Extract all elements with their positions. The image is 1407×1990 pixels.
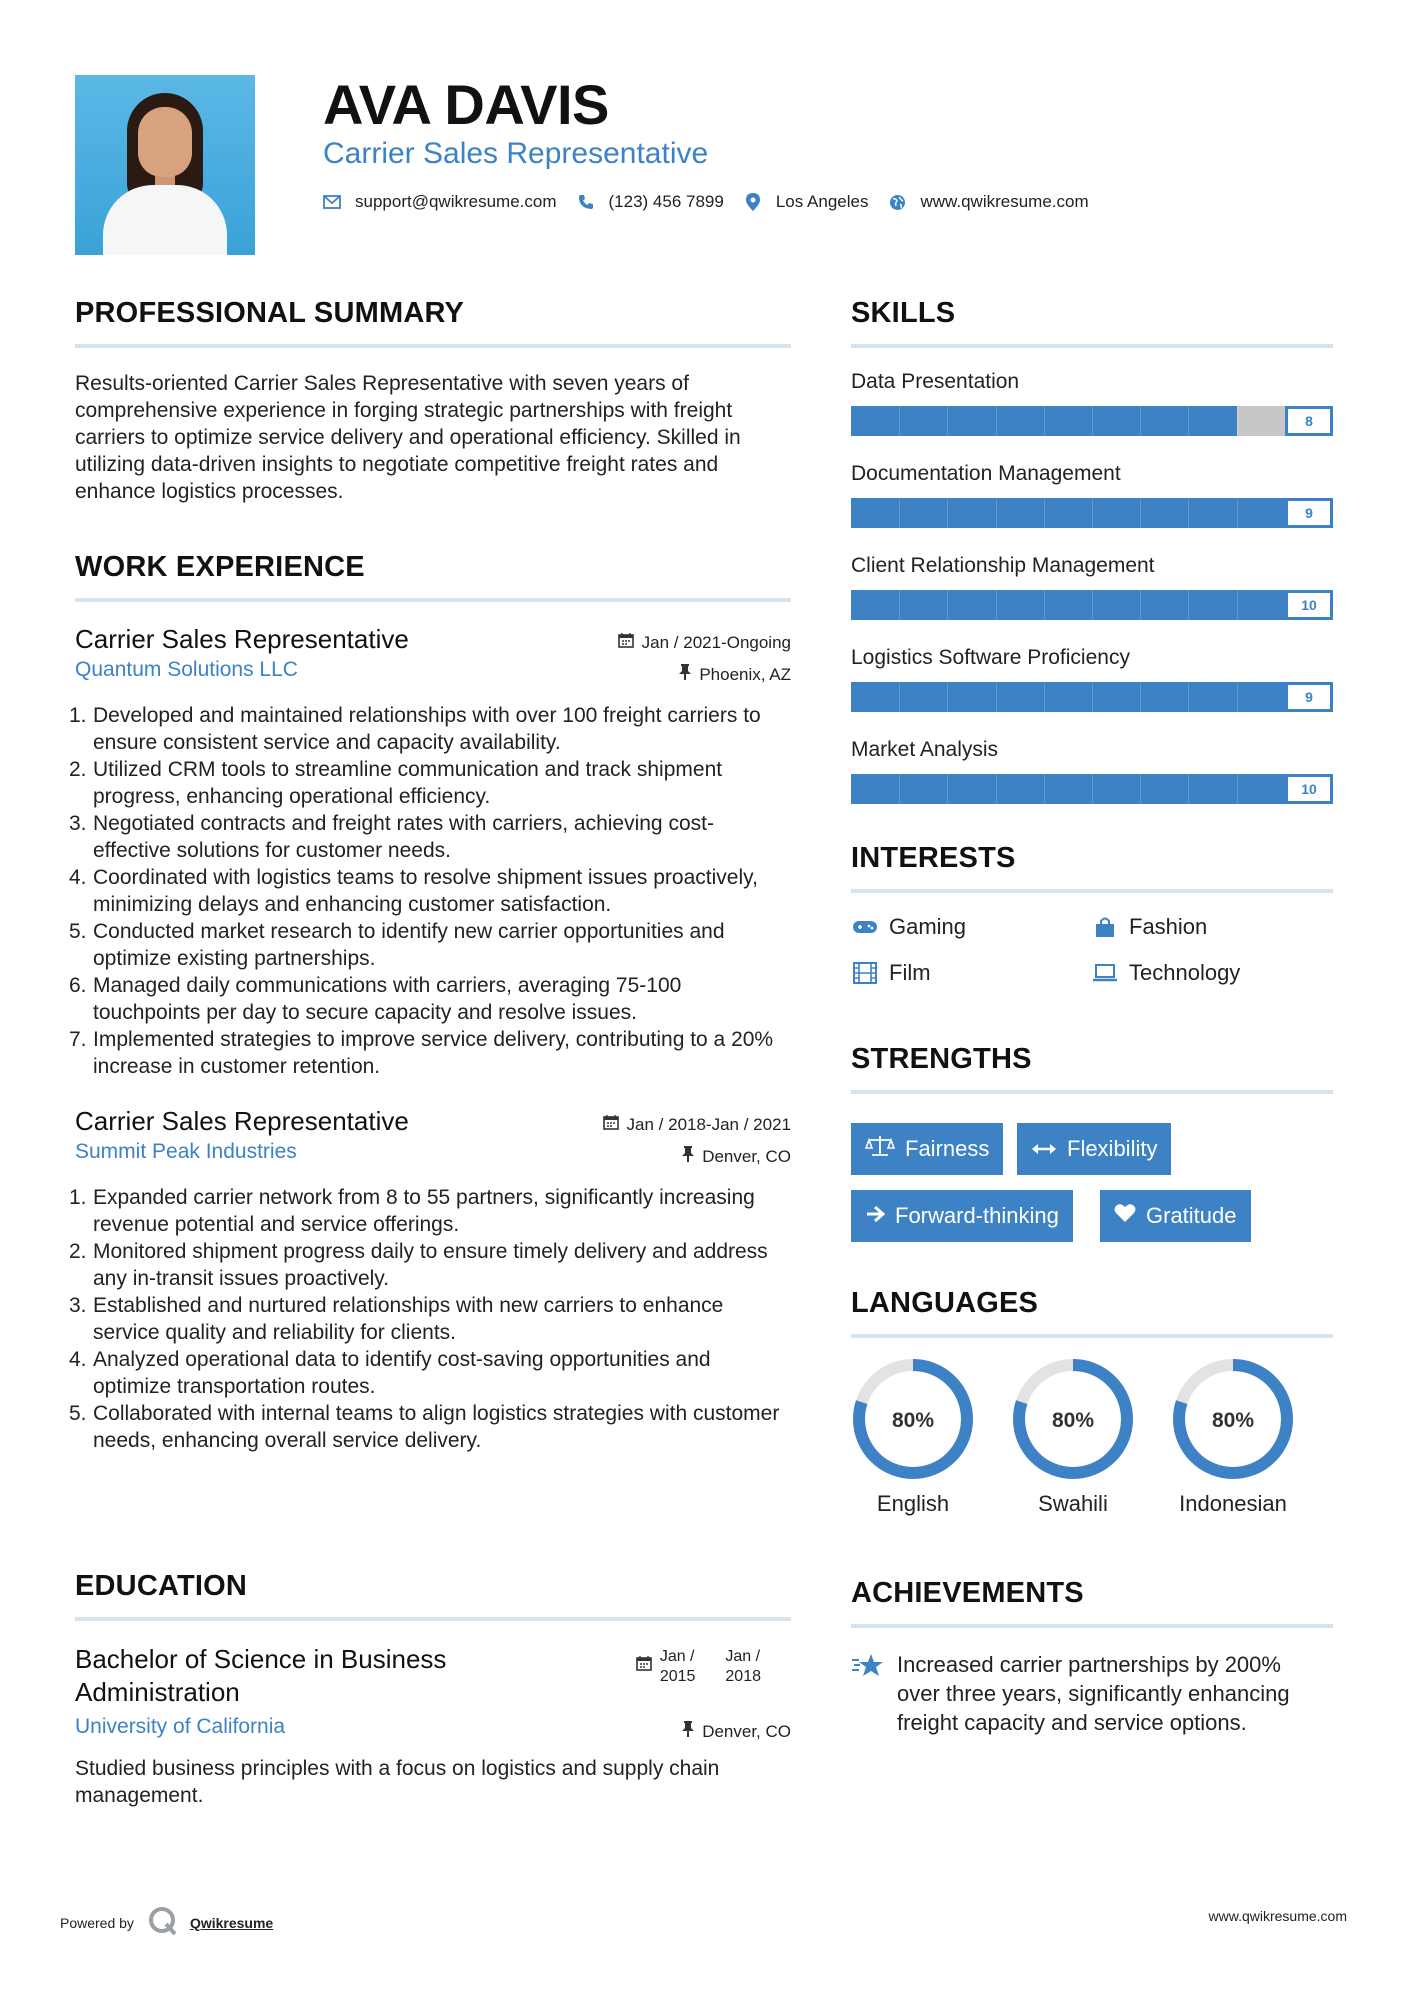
pushpin-icon [682,1146,694,1167]
section-divider [851,344,1333,348]
section-heading: ACHIEVEMENTS [851,1577,1084,1609]
skill-score: 10 [1285,590,1333,620]
contact-website[interactable]: www.qwikresume.com [920,192,1089,211]
job-bullets [69,702,791,1080]
list-item: 1. Expanded carrier network from 8 to 55 partners, significantly increasing revenue potential and service offerings. [69,1186,755,1236]
company-name: Quantum Solutions LLC [75,658,298,681]
skill-label: Logistics Software Proficiency [851,646,1130,669]
language-name: Indonesian [1179,1491,1287,1516]
section-heading: WORK EXPERIENCE [75,551,365,583]
skill-bar-fill [851,498,1285,528]
section-divider [75,1617,791,1621]
calendar-icon [636,1655,652,1687]
qwikresume-logo-icon [148,1906,178,1939]
calendar-icon [603,1114,619,1135]
job-entry [69,1106,791,1454]
list-item: 4. Coordinated with logistics teams to resolve shipment issues proactively, minimizing delays and enhancing customer satisfaction. [69,866,758,916]
skill-item [851,738,1333,804]
language-ring [1171,1357,1295,1481]
section-divider [851,1624,1333,1628]
language-item [1011,1357,1135,1517]
skill-label: Client Relationship Management [851,554,1155,577]
footer-branding [60,1906,273,1939]
edu-end-year: 2018 [725,1668,761,1685]
language-percent: 80% [1051,1409,1095,1432]
contact-bar [323,192,1109,212]
profile-photo [75,75,255,255]
skill-score: 9 [1285,498,1333,528]
heart-icon [1114,1203,1136,1229]
interests-section [851,842,1333,1012]
section-heading: LANGUAGES [851,1287,1039,1319]
strengths-section [851,1043,1333,1243]
skill-score: 10 [1285,774,1333,804]
company-name: Summit Peak Industries [75,1140,297,1163]
skill-label: Documentation Management [851,462,1121,485]
list-item: 4. Analyzed operational data to identify cost-saving opportunities and optimize transportation routes. [69,1348,711,1398]
list-item: 2. Utilized CRM tools to streamline communication and track shipment progress, enhancing operational efficiency. [69,758,723,808]
summary-section [75,297,791,505]
skill-item [851,554,1333,620]
section-heading: PROFESSIONAL SUMMARY [75,297,465,329]
skills-section [851,297,1333,804]
job-location: Denver, CO [702,1146,791,1166]
list-item: 6. Managed daily communications with carriers, averaging 75-100 touchpoints per day to secure capacity and resolve issues. [69,974,682,1024]
interest-item: Gaming [851,914,966,940]
language-ring [851,1357,975,1481]
list-item: 3. Established and nurtured relationships with new carriers to enhance service quality and reliability for clients. [69,1294,724,1344]
job-location: Phoenix, AZ [699,664,791,684]
achievements-section [851,1577,1333,1737]
edu-end-month: Jan / [725,1648,761,1665]
languages-section [851,1287,1333,1527]
list-item: 1. Developed and maintained relationships with over 100 freight carriers to ensure consistent service and capacity availability. [69,704,761,754]
section-divider [75,344,791,348]
job-dates: Jan / 2021-Ongoing [641,632,791,652]
skill-label: Market Analysis [851,738,999,761]
pushpin-icon [679,664,691,685]
map-marker-icon [744,193,762,211]
education-section [75,1570,791,1809]
gamepad-icon [851,919,879,935]
contact-phone[interactable]: (123) 456 7899 [608,192,724,211]
laptop-icon [1091,964,1119,982]
skill-item [851,370,1333,436]
edu-start-month: Jan / [659,1648,695,1665]
school-name: University of California [75,1715,286,1738]
degree-title-cont: Administration [75,1677,240,1707]
language-percent: 80% [1211,1409,1255,1432]
experience-section [69,551,791,1454]
list-item: 5. Conducted market research to identify new carrier opportunities and optimize existing partnerships. [69,920,725,970]
candidate-title: Carrier Sales Representative [323,137,709,170]
skill-bar [851,682,1333,712]
job-title: Carrier Sales Representative [75,1106,409,1136]
achievement-text: Increased carrier partnerships by 200% over three years, significantly enhancing freight capacity and service options. [897,1652,1290,1735]
skill-bar [851,590,1333,620]
pushpin-icon [682,1721,694,1742]
strength-chip: Gratitude [1100,1190,1251,1242]
skill-score: 8 [1285,406,1333,436]
section-divider [75,598,791,602]
envelope-icon [323,195,341,209]
skill-item [851,462,1333,528]
school-location: Denver, CO [702,1721,791,1741]
balance-scale-icon [865,1135,895,1163]
arrows-horizontal-icon [1031,1136,1057,1162]
strength-chip: Flexibility [1017,1123,1171,1175]
skill-item [851,646,1333,712]
strength-chip: Fairness [851,1123,1003,1175]
footer-url[interactable]: www.qwikresume.com [1208,1908,1347,1924]
candidate-name: AVA DAVIS [323,73,609,136]
contact-location: Los Angeles [775,192,869,211]
skill-bar-fill [851,682,1285,712]
skill-bar [851,774,1333,804]
shopping-bag-icon [1091,916,1119,938]
list-item: 3. Negotiated contracts and freight rates with carriers, achieving cost-effective solutions for customer needs. [69,812,714,862]
language-item [851,1357,975,1517]
skill-score: 9 [1285,682,1333,712]
interest-item: Film [851,960,931,986]
calendar-icon [618,632,634,653]
section-divider [851,1090,1333,1094]
language-ring [1011,1357,1135,1481]
edu-start-year: 2015 [659,1668,696,1685]
job-dates: Jan / 2018-Jan / 2021 [626,1114,791,1134]
language-name: Swahili [1038,1491,1108,1516]
job-entry [69,624,791,1080]
section-heading: INTERESTS [851,842,1016,874]
list-item: 5. Collaborated with internal teams to align logistics strategies with customer needs, enhancing overall service delivery. [69,1402,780,1452]
skill-bar [851,498,1333,528]
section-heading: STRENGTHS [851,1043,1032,1075]
film-icon [851,962,879,984]
interest-item: Fashion [1091,914,1207,940]
summary-text: Results-oriented Carrier Sales Representative with seven years of comprehensive experience in forging strategic partnerships with freight carriers to optimize service delivery and operational efficiency. Skilled in utilizing data-driven insights to negotiate competitive freight rates and enhance logistics processes. [75,372,741,503]
section-heading: SKILLS [851,297,956,329]
section-heading: EDUCATION [75,1570,248,1602]
job-title: Carrier Sales Representative [75,624,409,654]
interest-item: Technology [1091,960,1240,986]
language-item [1171,1357,1295,1517]
skill-bar [851,406,1333,436]
list-item: 2. Monitored shipment progress daily to ensure timely delivery and address any in-transit issues proactively. [69,1240,768,1290]
star-award-icon [851,1652,885,1737]
section-divider [851,1334,1333,1338]
qwikresume-link[interactable]: Qwikresume [189,1914,274,1931]
skill-label: Data Presentation [851,370,1020,393]
arrow-right-icon [865,1203,885,1229]
contact-email[interactable]: support@qwikresume.com [355,192,557,211]
strength-chip: Forward-thinking [851,1190,1073,1242]
language-percent: 80% [891,1409,935,1432]
powered-by-label: Powered by [60,1914,134,1931]
language-name: English [876,1491,950,1516]
job-bullets [69,1184,791,1454]
section-divider [851,889,1333,893]
list-item: 7. Implemented strategies to improve service delivery, contributing to a 20% increase in customer retention. [69,1028,774,1078]
phone-icon [577,194,595,210]
degree-title: Bachelor of Science in Business [75,1644,447,1674]
education-description: Studied business principles with a focus on logistics and supply chain management. [75,1757,720,1807]
globe-icon [888,194,906,211]
